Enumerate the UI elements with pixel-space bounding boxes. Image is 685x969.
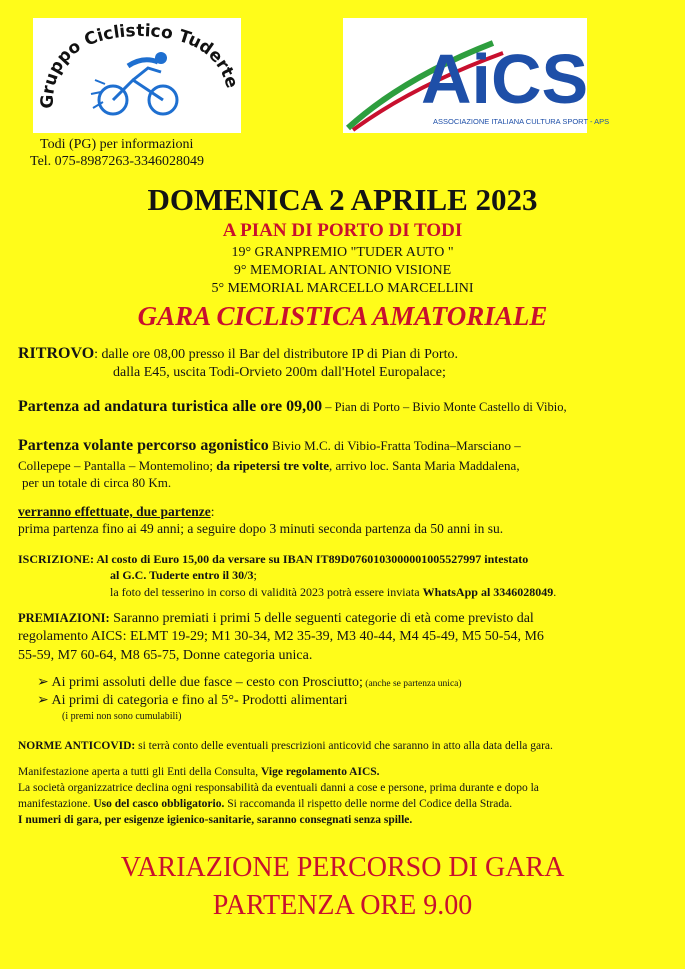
partenza-volante-arrival: , arrivo loc. Santa Maria Maddalena,	[328, 458, 520, 473]
partenze-text: prima partenza fino ai 49 anni; a seguire dopo 3 minuti seconda partenza da 50 anni in su.	[18, 521, 504, 536]
subtitle-memorial-marcellini: 5° MEMORIAL MARCELLO MARCELLINI	[211, 281, 474, 296]
partenza-volante-route-1: Bivio M.C. di Vibio-Fratta Todina–Marsciano –	[268, 438, 521, 453]
premiazioni-line-1	[18, 609, 673, 628]
prize-note: (i premi non sono cumulabili)	[62, 711, 182, 722]
event-date: DOMENICA 2 APRILE 2023	[147, 182, 538, 217]
footer-road-rules: Si raccomanda il rispetto delle norme del Codice della Strada.	[224, 798, 513, 810]
partenza-turistica-route: – Pian di Porto – Bivio Monte Castello di Vibio,	[322, 400, 567, 414]
footer-open-to-all: Manifestazione aperta a tutti gli Enti della Consulta,	[18, 766, 262, 778]
partenza-volante-laps: da ripetersi tre volte	[216, 458, 329, 473]
aics-logo-icon	[343, 18, 610, 133]
footer-regulation: Vige regolamento AICS.	[261, 766, 380, 778]
premiazioni-line-3: 55-59, M7 60-64, M8 65-75, Donne categoria unica.	[18, 648, 313, 663]
iscrizione-line-2	[110, 567, 257, 583]
footer-manifestazione: manifestazione.	[18, 798, 94, 810]
iscrizione-end: .	[553, 585, 557, 599]
contact-line-2: Tel. 075-8987263-3346028049	[30, 154, 205, 169]
cyclist-logo-icon	[33, 18, 241, 133]
notice-route-change: VARIAZIONE PERCORSO DI GARA	[120, 852, 565, 883]
iscrizione-deadline-end: ;	[253, 568, 257, 582]
anticovid-label: NORME ANTICOVID:	[18, 740, 136, 752]
arrow-bullet-icon: ➢	[37, 675, 49, 690]
arrow-bullet-icon: ➢	[37, 693, 49, 708]
partenze-title-text: verranno effettuate, due partenze	[18, 504, 211, 519]
event-place: A PIAN DI PORTO DI TODI	[222, 220, 463, 241]
iscrizione-photo-note: la foto del tesserino in corso di validità 2023 potrà essere inviata	[110, 585, 423, 599]
prize-text-1: Ai primi assoluti delle due fasce – cesto con Prosciutto;	[51, 675, 363, 690]
partenza-volante-line-1	[18, 437, 673, 455]
aics-logo	[343, 18, 610, 133]
partenza-volante-bold: Partenza volante percorso agonistico	[18, 437, 269, 454]
notice-start-time: PARTENZA ORE 9.00	[212, 890, 473, 921]
footer-helmet: Uso del casco obbligatorio.	[93, 798, 225, 810]
logo-circular-text: Gruppo Ciclistico Tuderte	[37, 20, 241, 109]
ritrovo-line-1	[18, 345, 673, 364]
ritrovo-label: RITROVO	[18, 345, 95, 362]
gc-tuderte-logo	[33, 18, 241, 133]
prize-bullet-1	[37, 674, 462, 693]
contact-line-1: Todi (PG) per informazioni	[40, 137, 194, 152]
iscrizione-whatsapp: WhatsApp al 3346028049	[422, 585, 554, 599]
partenze-title-colon: :	[210, 504, 215, 519]
footer-line-3	[18, 797, 673, 812]
aics-wordmark: AiCS	[421, 40, 589, 118]
ritrovo-line-2: dalla E45, uscita Todi-Orvieto 200m dall'Hotel Europalace;	[113, 365, 446, 380]
prize-note-1: (anche se partenza unica)	[362, 679, 462, 689]
footer-line-2: La società organizzatrice declina ogni responsabilità da eventuali danni a cose e persone, prima durante e dopo la	[18, 782, 539, 794]
anticovid-text: si terrà conto delle eventuali prescrizioni anticovid che saranno in atto alla data della gara.	[135, 740, 553, 752]
footer-line-1	[18, 765, 673, 780]
ritrovo-text: : dalle ore 08,00 presso il Bar del distributore IP di Pian di Porto.	[94, 347, 458, 362]
partenza-turistica-bold: Partenza ad andatura turistica alle ore 09,00	[18, 398, 323, 415]
svg-text:Gruppo Ciclistico Tuderte	[38, 21, 241, 109]
subtitle-memorial-visione: 9° MEMORIAL ANTONIO VISIONE	[233, 263, 452, 278]
premiazioni-text-1: Saranno premiati i primi 5 delle seguenti categorie di età come previsto dal	[109, 611, 534, 626]
iscrizione-line-1: ISCRIZIONE: Al costo di Euro 15,00 da versare su IBAN IT89D0760103000001005527997 intestato	[18, 552, 529, 566]
aics-tagline: ASSOCIAZIONE ITALIANA CULTURA SPORT - APS	[433, 117, 610, 126]
partenza-volante-route-2: Collepepe – Pantalla – Montemolino;	[18, 458, 217, 473]
anticovid	[18, 738, 673, 754]
iscrizione-line-3	[110, 584, 556, 600]
partenze-title	[18, 503, 673, 520]
partenza-volante-line-3: per un totale di circa 80 Km.	[22, 475, 172, 490]
footer-line-4: I numeri di gara, per esigenze igienico-sanitarie, saranno consegnati senza spille.	[18, 814, 413, 826]
premiazioni-label: PREMIAZIONI:	[18, 611, 110, 625]
subtitle-granpremio: 19° GRANPREMIO "TUDER AUTO "	[231, 245, 454, 260]
prize-text-2: Ai primi di categoria e fino al 5°- Prodotti alimentari	[51, 693, 348, 708]
partenza-volante-line-2	[18, 457, 673, 474]
partenza-turistica	[18, 397, 673, 417]
premiazioni-line-2: regolamento AICS: ELMT 19-29; M1 30-34, M2 35-39, M3 40-44, M4 45-49, M5 50-54, M6	[18, 629, 544, 644]
iscrizione-deadline: al G.C. Tuderte entro il 30/3	[110, 568, 254, 582]
prize-bullet-2	[37, 692, 348, 710]
event-title: GARA CICLISTICA AMATORIALE	[137, 301, 548, 331]
